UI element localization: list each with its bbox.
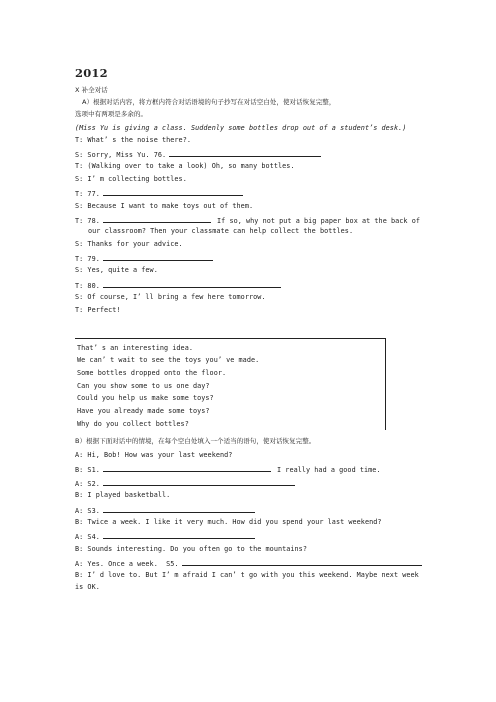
- option-item: Can you show some to us one day?: [77, 382, 210, 390]
- dialogue-line: T: 77.: [75, 188, 245, 199]
- options-box: [75, 338, 386, 430]
- dialogue-line: T: 78. If so, why not put a big paper box at the back of: [75, 217, 420, 225]
- answer-blank-80[interactable]: [103, 280, 281, 288]
- dialogue-line: B: Sounds interesting. Do you often go to the mountains?: [75, 545, 307, 553]
- dialogue-line: our classroom? Then your classmate can help collect the bottles.: [88, 227, 354, 235]
- answer-blank-s3[interactable]: [103, 505, 255, 513]
- part-a-instruction: A）根据对话内容，将方框内符合对话语境的句子抄写在对话空白处，使对话恢复完整，: [82, 98, 336, 106]
- dialogue-line: T: 80.: [75, 280, 283, 291]
- option-item: Why do you collect bottles?: [77, 420, 189, 428]
- dialogue-line: S: Of course, I’ ll bring a few here tomorrow.: [75, 293, 266, 301]
- option-item: We can’ t wait to see the toys you’ ve made.: [77, 356, 260, 364]
- dialogue-line: T: Perfect!: [75, 306, 121, 314]
- answer-blank-76[interactable]: [169, 149, 321, 157]
- part-b-instruction: B）根据下面对话中的情境，在每个空白处填入一个适当的语句，使对话恢复完整。: [75, 437, 316, 445]
- dialogue-line: A: Yes. Once a week. S5.: [75, 558, 424, 569]
- dialogue-line: S: Yes, quite a few.: [75, 266, 158, 274]
- dialogue-line: T: (Walking over to take a look) Oh, so many bottles.: [75, 162, 295, 170]
- dialogue-line: A: S4.: [75, 531, 257, 542]
- dialogue-line: T: 79.: [75, 253, 215, 264]
- answer-blank-s1[interactable]: [103, 464, 271, 472]
- dialogue-line: S: Sorry, Miss Yu. 76.: [75, 149, 323, 160]
- section-title: X 补全对话: [75, 86, 108, 94]
- dialogue-line: B: I played basketball.: [75, 491, 171, 499]
- dialogue-line: B: I’ d love to. But I’ m afraid I can’ t go with you this weekend. Maybe next week: [75, 571, 419, 579]
- option-item: Some bottles dropped onto the floor.: [77, 369, 227, 377]
- dialogue-line: S: Because I want to make toys out of them.: [75, 202, 254, 210]
- answer-blank-s4[interactable]: [103, 531, 255, 539]
- dialogue-context: (Miss Yu is giving a class. Suddenly some bottles drop out of a student’s desk.): [75, 124, 407, 132]
- answer-blank-78[interactable]: [103, 215, 211, 223]
- dialogue-line: S: I’ m collecting bottles.: [75, 175, 187, 183]
- dialogue-line: A: S3.: [75, 505, 257, 516]
- dialogue-line: T: What’ s the noise there?.: [75, 136, 191, 144]
- answer-blank-77[interactable]: [103, 188, 243, 196]
- part-a-instruction-cont: 选项中有两项是多余的。: [75, 110, 148, 118]
- answer-blank-s5[interactable]: [182, 558, 422, 566]
- answer-blank-s2[interactable]: [103, 478, 295, 486]
- option-item: Have you already made some toys?: [77, 407, 210, 415]
- dialogue-line: A: S2.: [75, 478, 297, 489]
- dialogue-line: A: Hi, Bob! How was your last weekend?: [75, 451, 233, 459]
- dialogue-line: B: Twice a week. I like it very much. How did you spend your last weekend?: [75, 518, 382, 526]
- dialogue-line: B: S1. I really had a good time.: [75, 466, 381, 474]
- dialogue-line: S: Thanks for your advice.: [75, 240, 183, 248]
- page-title: 2012: [75, 66, 108, 80]
- option-item: That’ s an interesting idea.: [77, 344, 193, 352]
- dialogue-line: is OK.: [75, 583, 100, 591]
- answer-blank-79[interactable]: [103, 253, 213, 261]
- option-item: Could you help us make some toys?: [77, 394, 214, 402]
